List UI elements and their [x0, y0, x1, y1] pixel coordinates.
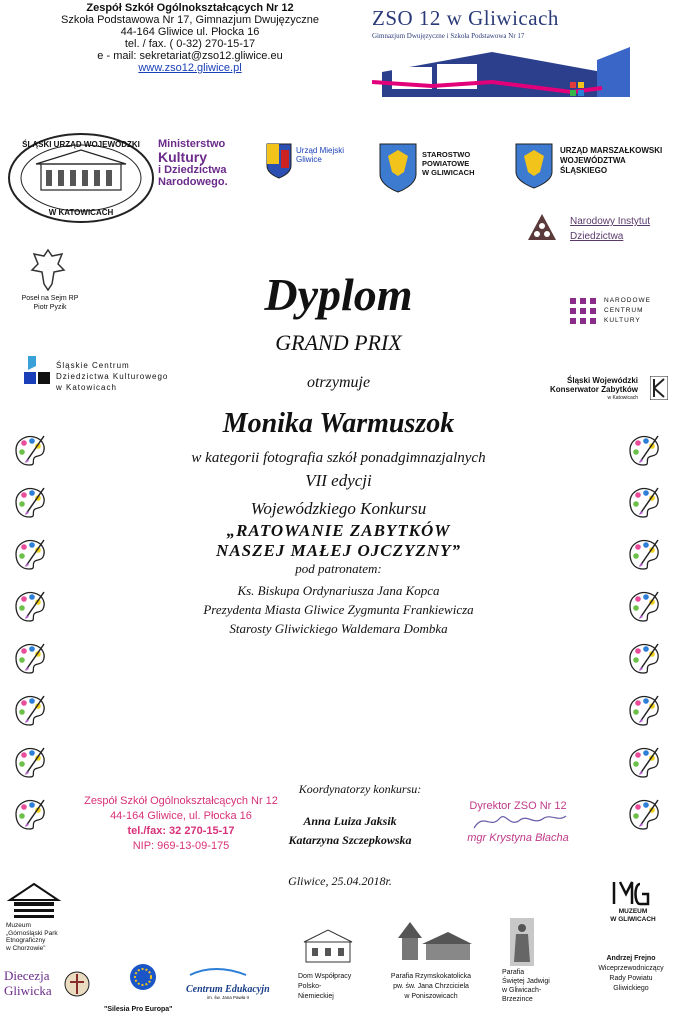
palette-icon [12, 692, 48, 728]
museum-gliwice-label: MUZEUM W GLIWICACH [610, 908, 656, 923]
palette-icon [626, 484, 662, 520]
diploma-receives: otrzymuje [306, 374, 371, 391]
palette-icon [626, 536, 662, 572]
director-name: mgr Krystyna Błacha [467, 832, 569, 844]
school-stamp: Zespół Szkół Ogólnokształcących Nr 12 44-164 Gliwice, ul. Płocka 16 tel./fax: 32 270-15-17 NIP: 969-13-09-175 [84, 795, 278, 852]
nck-label: NARODOWE CENTRUM KULTURY [604, 297, 651, 324]
school-address: 44-164 Gliwice ul. Płocka 16 [120, 26, 260, 38]
silesia-pro-europa-label: "Silesia Pro Europa" [104, 1006, 173, 1013]
diploma-title: Dyplom [264, 269, 413, 320]
patron-bishop: Ks. Biskupa Ordynariusza Jana Kopca [237, 583, 440, 598]
coordinators-names: Anna Luiza Jaksik Katarzyna Szczepkowska [288, 814, 412, 847]
ethnographic-park-label: Muzeum „Górnośląski Park Etnograficzny w Chorzowie” [6, 922, 58, 952]
county-eagle-icon [378, 142, 418, 194]
patronage-label: pod patronatem: [295, 561, 382, 576]
diploma-edition: VII edycji [305, 471, 372, 490]
coordinators-label: Koordynatorzy konkursu: [298, 782, 422, 796]
diploma-grand-prix: GRAND PRIX [275, 330, 402, 355]
zso-building-graphic [372, 42, 634, 102]
parish-brzezinka-label: Parafia Świętej Jadwigi w Gliwicach- Brzezince [502, 969, 550, 1003]
director-signature [470, 808, 570, 834]
palette-icon [626, 432, 662, 468]
palette-icon [12, 432, 48, 468]
patron-mayor: Prezydenta Miasta Gliwice Zygmunta Frankiewicza [203, 602, 474, 617]
palette-icon [626, 588, 662, 624]
nid-label: Narodowy Instytut Dziedzictwa [570, 216, 651, 242]
school-email: e - mail: sekretariat@zso12.gliwice.eu [97, 50, 283, 62]
school-subname: Szkoła Podstawowa Nr 17, Gimnazjum Dwujęzyczne [61, 14, 319, 26]
county-council-vice-chair-label: Andrzej Frejno Wiceprzewodniczący Rady Powiatu Gliwickiego [598, 955, 664, 992]
zso-logo-title: ZSO 12 w Gliwicach [372, 6, 559, 30]
seal-top-text: ŚLĄSKI URZĄD WOJEWÓDZKI [22, 140, 140, 149]
palette-icon [12, 588, 48, 624]
heritage-conservator-label: Śląski Wojewódzki Konserwator Zabytków w Katowicach [550, 376, 639, 401]
zso-logo-subtitle: Gimnazjum Dwujęzyczne i Szkoła Podstawowa Nr 17 [372, 32, 525, 40]
palette-icon [12, 484, 48, 520]
marshal-office-label: URZĄD MARSZAŁKOWSKI WOJEWÓDZTWA ŚLĄSKIEGO [560, 146, 663, 175]
centrum-edukacyjne-logo: Centrum Edukacyjn im. św. Jana Pawła II [186, 966, 270, 1000]
school-name: Zespół Szkół Ogólnokształcących Nr 12 [86, 2, 294, 14]
palette-icon [626, 796, 662, 832]
church-poniszowice-icon [388, 918, 474, 962]
school-website-link[interactable]: www.zso12.gliwice.pl [138, 62, 242, 74]
gliwice-city-office-label: Urząd Miejski Gliwice [296, 146, 345, 164]
county-office-label: STAROSTWO POWIATOWE W GLIWICACH [422, 150, 475, 177]
diploma-category: w kategorii fotografia szkół ponadgimnazjalnych [191, 450, 486, 466]
recipient-name: Monika Warmuszok [222, 408, 455, 439]
scdk-label: Śląskie Centrum Dziedzictwa Kulturowego w Katowicach [56, 361, 169, 392]
director-title: Dyrektor ZSO Nr 12 [469, 800, 567, 812]
school-phone: tel. / fax. ( 0-32) 270-15-17 [124, 38, 256, 50]
palette-icon [626, 692, 662, 728]
palette-icon [626, 744, 662, 780]
palette-icon [12, 640, 48, 676]
palette-icon [12, 744, 48, 780]
diocese-crest-icon [64, 968, 90, 1000]
gliwice-coat-of-arms-icon [265, 142, 293, 180]
diploma-date: Gliwice, 25.04.2018r. [288, 874, 392, 888]
palette-icon [12, 796, 48, 832]
dom-wspolpracy-building-icon [300, 928, 356, 964]
school-header [40, 2, 340, 74]
voivodeship-office-seal [6, 132, 156, 224]
saint-jadwiga-statue-icon [510, 918, 534, 966]
ethnographic-park-logo-icon [6, 880, 62, 920]
museum-gliwice-logo-icon [612, 880, 652, 906]
palette-icon [12, 536, 48, 572]
dom-wspolpracy-label: Dom Współpracy Polsko- Niemieckiej [298, 973, 352, 1000]
parish-poniszowice-label: Parafia Rzymskokatolicka pw. św. Jana Chrzciciela w Poniszowicach [390, 973, 472, 1000]
silesia-pro-europa-logo-icon [128, 962, 158, 992]
seal-bottom-text: W KATOWICACH [48, 208, 114, 217]
patron-starost: Starosty Gliwickiego Waldemara Dombka [229, 621, 448, 636]
palette-icon [626, 640, 662, 676]
diploma-contest: Wojewódzkiego Konkursu [250, 499, 427, 518]
contest-title-line1: „RATOWANIE ZABYTKÓW [226, 521, 451, 540]
diocese-label: Diecezja Gliwicka [4, 968, 52, 998]
nid-logo-icon [526, 212, 558, 244]
diploma-body [0, 268, 677, 637]
zso-logo [372, 6, 662, 107]
marshal-office-eagle-icon [514, 142, 554, 190]
ministry-culture-logo: Ministerstwo Kultury i Dziedzictwa Narodowego. [158, 138, 228, 188]
mp-label: Poseł na Sejm RP Piotr Pyzik [21, 295, 79, 311]
contest-title-line2: NASZEJ MAŁEJ OJCZYZNY” [216, 541, 461, 560]
